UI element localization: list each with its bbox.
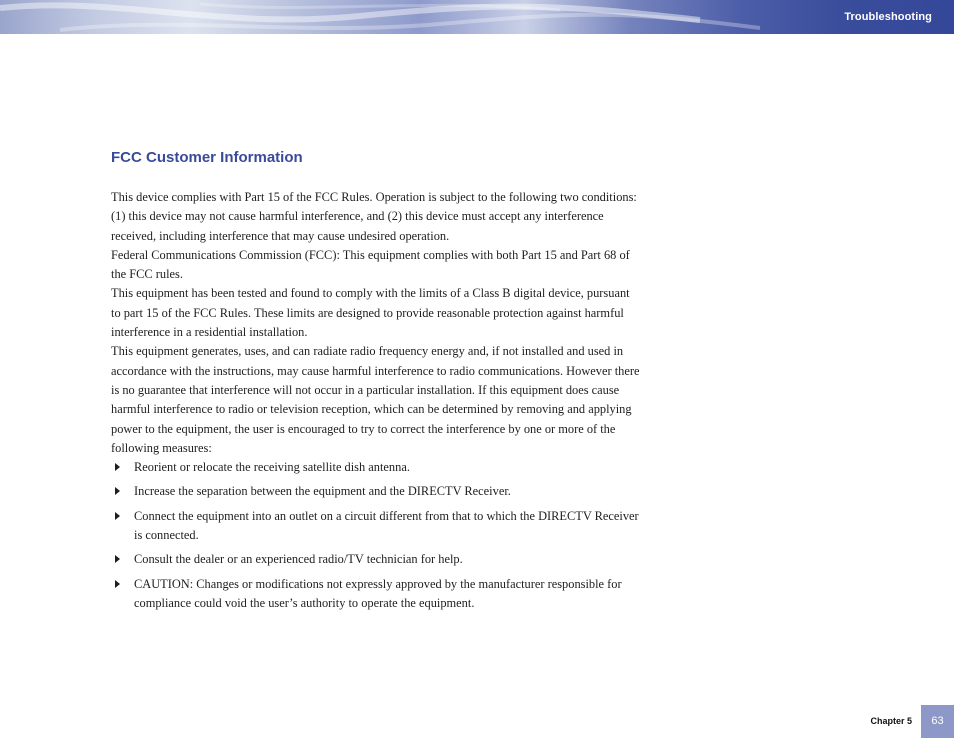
- list-item-text: Increase the separation between the equipment and the DIRECTV Receiver.: [134, 484, 511, 499]
- triangle-bullet-icon: [115, 580, 120, 588]
- page-number: 63: [921, 705, 954, 738]
- list-item-text: Reorient or relocate the receiving satellite dish antenna.: [134, 460, 410, 475]
- triangle-bullet-icon: [115, 555, 120, 563]
- measures-list: [111, 458, 641, 613]
- triangle-bullet-icon: [115, 512, 120, 520]
- list-item: [111, 507, 641, 546]
- paragraph-class-b: This equipment has been tested and found to comply with the limits of a Class B digital device, pursuant to part 15 of the FCC Rules. These limits are designed to provide reasonable protection against harmful interference in a residential installation.: [111, 286, 630, 340]
- paragraph-fcc-parts: Federal Communications Commission (FCC): This equipment complies with both Part 15 and Part 68 of the FCC rules.: [111, 247, 630, 282]
- list-item: [111, 458, 641, 477]
- list-item: [111, 550, 641, 569]
- main-content: [111, 148, 641, 618]
- header-banner: [0, 0, 954, 34]
- triangle-bullet-icon: [115, 487, 120, 495]
- section-title: FCC Customer Information: [111, 149, 303, 166]
- list-item-text: Consult the dealer or an experienced radio/TV technician for help.: [134, 552, 463, 567]
- header-swoosh-graphic: [0, 0, 954, 34]
- body-text: [111, 188, 641, 613]
- paragraph-compliance: This device complies with Part 15 of the FCC Rules. Operation is subject to the following two conditions: (1) this device may not cause harmful interference, and (2) this device must accept any interference received, including interference that may cause undesired operation.: [111, 190, 637, 243]
- footer-chapter-label: Chapter 5: [870, 716, 912, 726]
- list-item: [111, 575, 641, 614]
- list-item-text: Connect the equipment into an outlet on a circuit different from that to which the DIRECTV Receiver is connected.: [134, 508, 639, 543]
- triangle-bullet-icon: [115, 463, 120, 471]
- header-title: Troubleshooting: [844, 11, 932, 23]
- list-item-text: CAUTION: Changes or modifications not expressly approved by the manufacturer responsible for compliance could void the user’s authority to operate the equipment.: [134, 576, 622, 610]
- paragraph-interference: This equipment generates, uses, and can radiate radio frequency energy and, if not installed and used in accordance with the instructions, may cause harmful interference to radio communications. However there is no guarantee that interference will not occur in a particular installation. If this equipment does cause harmful interference to radio or television reception, which can be determined by removing and applying power to the equipment, the user is encouraged to try to correct the interference by one or more of the following measures:: [111, 344, 640, 455]
- list-item: [111, 482, 641, 501]
